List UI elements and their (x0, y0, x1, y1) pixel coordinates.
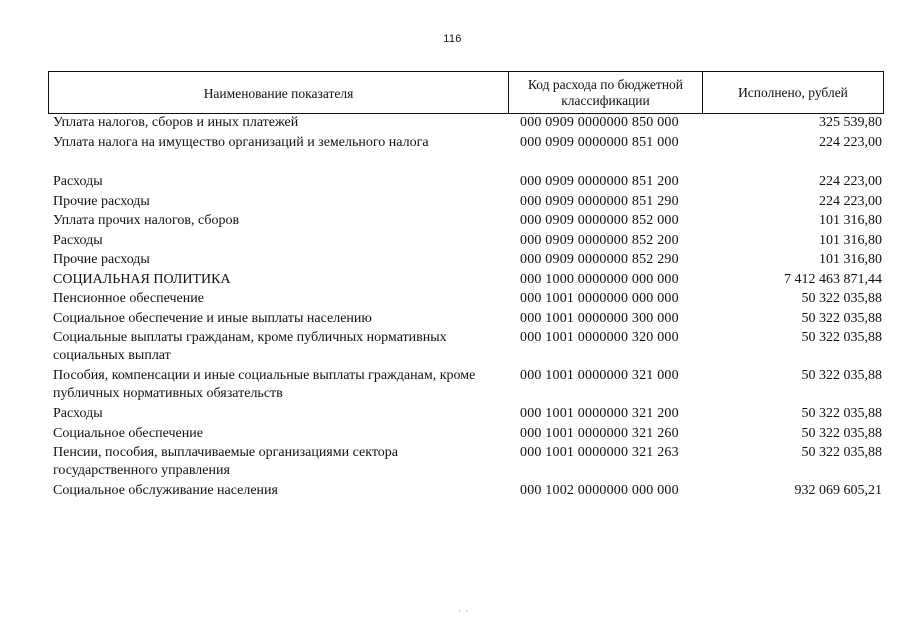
table-row (0, 134, 905, 154)
row-value: 50 322 035,88 (801, 445, 882, 460)
row-value: 50 322 035,88 (801, 330, 882, 345)
row-name: Прочие расходы (53, 252, 150, 267)
table-row (0, 251, 905, 271)
row-code: 000 1002 0000000 000 000 (520, 483, 679, 498)
row-value: 50 322 035,88 (801, 425, 882, 441)
table-row (0, 114, 905, 134)
table-row (0, 193, 905, 213)
page-number: 116 (443, 33, 462, 45)
row-value: 325 539,80 (819, 115, 882, 130)
row-name: СОЦИАЛЬНАЯ ПОЛИТИКА (53, 271, 231, 287)
row-value: 50 322 035,88 (801, 368, 882, 383)
row-name: Пособия, компенсации и иные социальные выплаты гражданам, кроме публичных нормативных обязательств (53, 368, 476, 401)
row-value: 50 322 035,88 (801, 291, 882, 306)
scan-speck: · · (458, 606, 470, 616)
row-name: Уплата налогов, сборов и иных платежей (53, 115, 299, 130)
row-code: 000 1001 0000000 321 000 (520, 368, 679, 383)
row-code: 000 0909 0000000 851 000 (520, 134, 679, 150)
table-row (0, 173, 905, 193)
row-code: 000 0909 0000000 851 200 (520, 174, 679, 189)
table-row (0, 425, 905, 445)
header-value-column: Исполнено, рублей (702, 72, 883, 113)
row-name: Пенсии, пособия, выплачиваемые организациями сектора государственного управления (53, 445, 398, 478)
row-code: 000 1001 0000000 321 200 (520, 406, 679, 421)
row-value: 224 223,00 (819, 174, 882, 189)
header-code-column: Код расхода по бюджетной классификации (508, 72, 702, 113)
table-row (0, 367, 905, 405)
table-row (0, 290, 905, 310)
row-name: Прочие расходы (53, 193, 150, 209)
table-row (0, 405, 905, 425)
table-body (0, 114, 905, 502)
table-row (0, 444, 905, 482)
table-header (48, 71, 884, 114)
row-code: 000 0909 0000000 852 200 (520, 232, 679, 248)
table-row (0, 232, 905, 252)
row-value: 224 223,00 (819, 134, 882, 150)
row-code: 000 1001 0000000 321 263 (520, 445, 679, 460)
row-value: 7 412 463 871,44 (784, 271, 882, 287)
row-value: 101 316,80 (819, 252, 882, 267)
row-name: Социальное обеспечение (53, 425, 203, 441)
row-code: 000 1001 0000000 300 000 (520, 310, 679, 326)
row-code: 000 1001 0000000 000 000 (520, 291, 679, 306)
row-value: 101 316,80 (819, 213, 882, 228)
row-name: Расходы (53, 232, 103, 248)
row-value: 101 316,80 (819, 232, 882, 248)
row-spacer (0, 153, 905, 173)
row-name: Социальное обслуживание населения (53, 483, 278, 498)
row-code: 000 1001 0000000 321 260 (520, 425, 679, 441)
row-value: 224 223,00 (819, 193, 882, 209)
table-row (0, 329, 905, 367)
table-row (0, 482, 905, 502)
table-row (0, 212, 905, 232)
row-code: 000 0909 0000000 852 000 (520, 213, 679, 228)
row-value: 932 069 605,21 (794, 483, 882, 498)
row-code: 000 0909 0000000 851 290 (520, 193, 679, 209)
row-code: 000 0909 0000000 852 290 (520, 252, 679, 267)
row-name: Социальные выплаты гражданам, кроме публичных нормативных социальных выплат (53, 330, 447, 363)
row-name: Социальное обеспечение и иные выплаты населению (53, 310, 372, 326)
row-name: Расходы (53, 174, 103, 189)
row-value: 50 322 035,88 (801, 406, 882, 421)
row-name: Уплата налога на имущество организаций и земельного налога (53, 134, 429, 150)
row-code: 000 0909 0000000 850 000 (520, 115, 679, 130)
table-row (0, 271, 905, 291)
header-name-column: Наименование показателя (203, 85, 354, 101)
row-name: Пенсионное обеспечение (53, 291, 204, 306)
table-row (0, 310, 905, 330)
row-value: 50 322 035,88 (801, 310, 882, 326)
row-code: 000 1000 0000000 000 000 (520, 271, 679, 287)
row-name: Уплата прочих налогов, сборов (53, 213, 240, 228)
row-name: Расходы (53, 406, 103, 421)
row-code: 000 1001 0000000 320 000 (520, 330, 679, 345)
